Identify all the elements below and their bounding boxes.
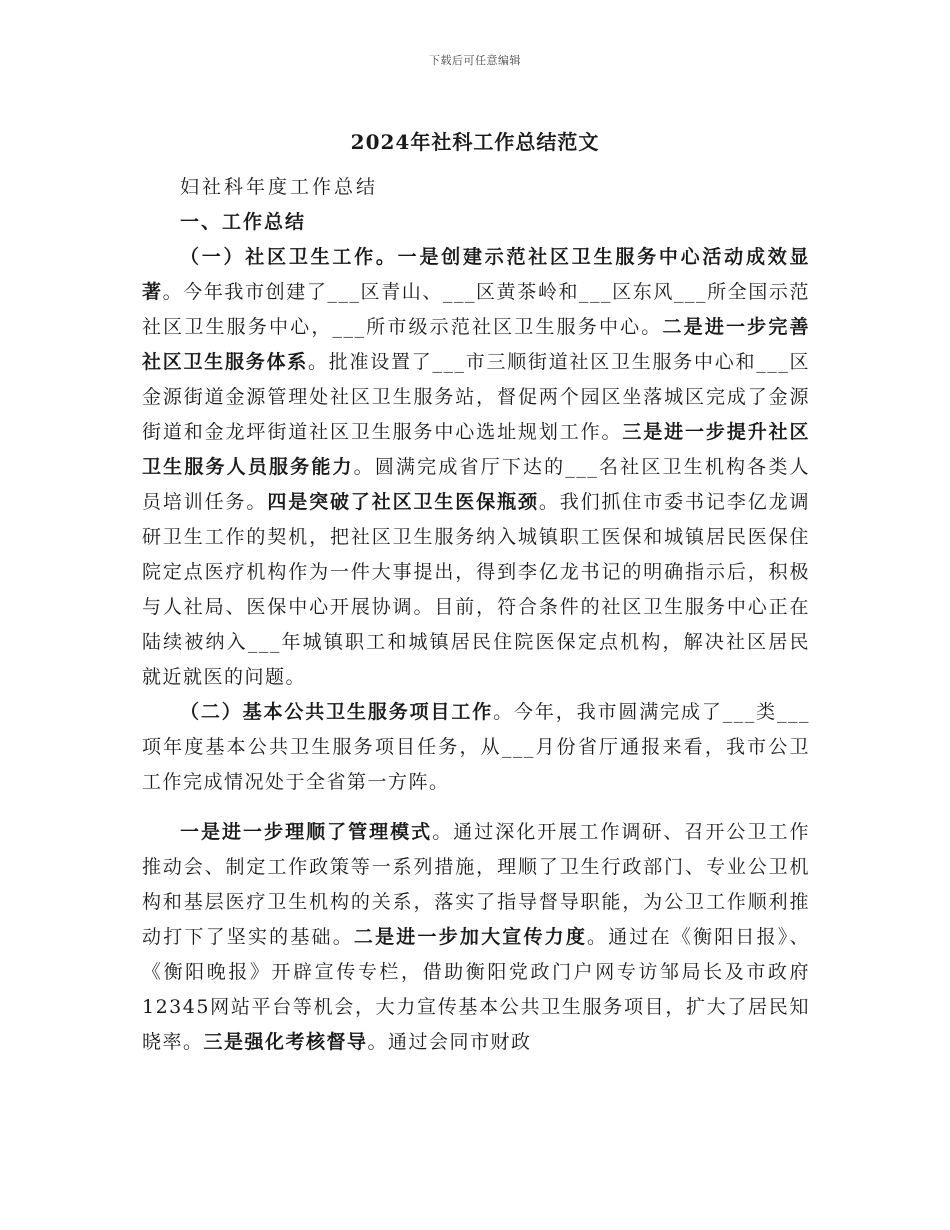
bold-phrase: 二是进一步加大宣传力度 (353, 926, 588, 948)
bold-phrase: 四是突破了社区卫生医保瓶颈 (267, 491, 539, 513)
body-text: 。通过会同市财政 (367, 1031, 532, 1053)
body-text: 。批准设置了___市三顺街道社区卫生服务中心和___区金源街道金源管理处社区卫生服务站，督促两个园区坐落城区完成了金源街道和金龙坪街道社区卫生服务中心选址规划工作。 (142, 351, 810, 443)
document-title: 2024年社科工作总结范文 (350, 130, 600, 154)
header-note: 下载后可任意编辑 (429, 54, 521, 67)
bold-phrase: 三是进一步提升社区卫生服务人员服务能力 (142, 421, 810, 478)
paragraph-public-health (142, 695, 810, 800)
body-text: 。今年，我市圆满完成了___类___项年度基本公共卫生服务项目任务，从___月份省厅通报来看，我市公卫工作完成情况处于全省第一方阵。 (142, 701, 810, 793)
bold-phrase: （一）社区卫生工作。一是创建示范社区卫生服务中心活动成效显著 (142, 246, 810, 303)
paragraph-management (142, 815, 810, 1060)
bold-phrase: 一是进一步理顺了管理模式 (180, 821, 433, 843)
paragraph-community-health (142, 240, 810, 695)
bold-phrase: （二）基本公共卫生服务项目工作 (180, 701, 494, 723)
body-text: 。通过深化开展工作调研、召开公卫工作推动会、制定工作政策等一系列措施，理顺了卫生行政部门、专业公卫机构和基层医疗卫生机构的关系，落实了指导督导职能，为公卫工作顺利推动打下了坚实的基础。 (142, 821, 810, 948)
body-text: 。今年我市创建了___区青山、___区黄茶岭和___区东风___所全国示范社区卫生服务中心，___所市级示范社区卫生服务中心。 (142, 281, 810, 338)
document-body (142, 170, 810, 1060)
body-text: 。圆满完成省厅下达的___名社区卫生机构各类人员培训任务。 (142, 456, 810, 513)
body-text: 。通过在《衡阳日报》、《衡阳晚报》开辟宣传专栏，借助衡阳党政门户网专访邹局长及市政府12345网站平台等机会，大力宣传基本公共卫生服务项目，扩大了居民知晓率。 (142, 926, 810, 1053)
bold-phrase: 三是强化考核督导 (203, 1031, 368, 1053)
document-subtitle: 妇社科年度工作总结 (180, 176, 379, 198)
section-heading: 一、工作总结 (180, 211, 307, 233)
body-text: 。我们抓住市委书记李亿龙调研卫生工作的契机，把社区卫生服务纳入城镇职工医保和城镇居民医保住院定点医疗机构作为一件大事提出，得到李亿龙书记的明确指示后，积极与人社局、医保中心开展协调。目前，符合条件的社区卫生服务中心正在陆续被纳入___年城镇职工和城镇居民住院医保定点机构，解决社区居民就近就医的问题。 (142, 491, 810, 688)
bold-phrase: 二是进一步完善社区卫生服务体系 (142, 316, 810, 373)
